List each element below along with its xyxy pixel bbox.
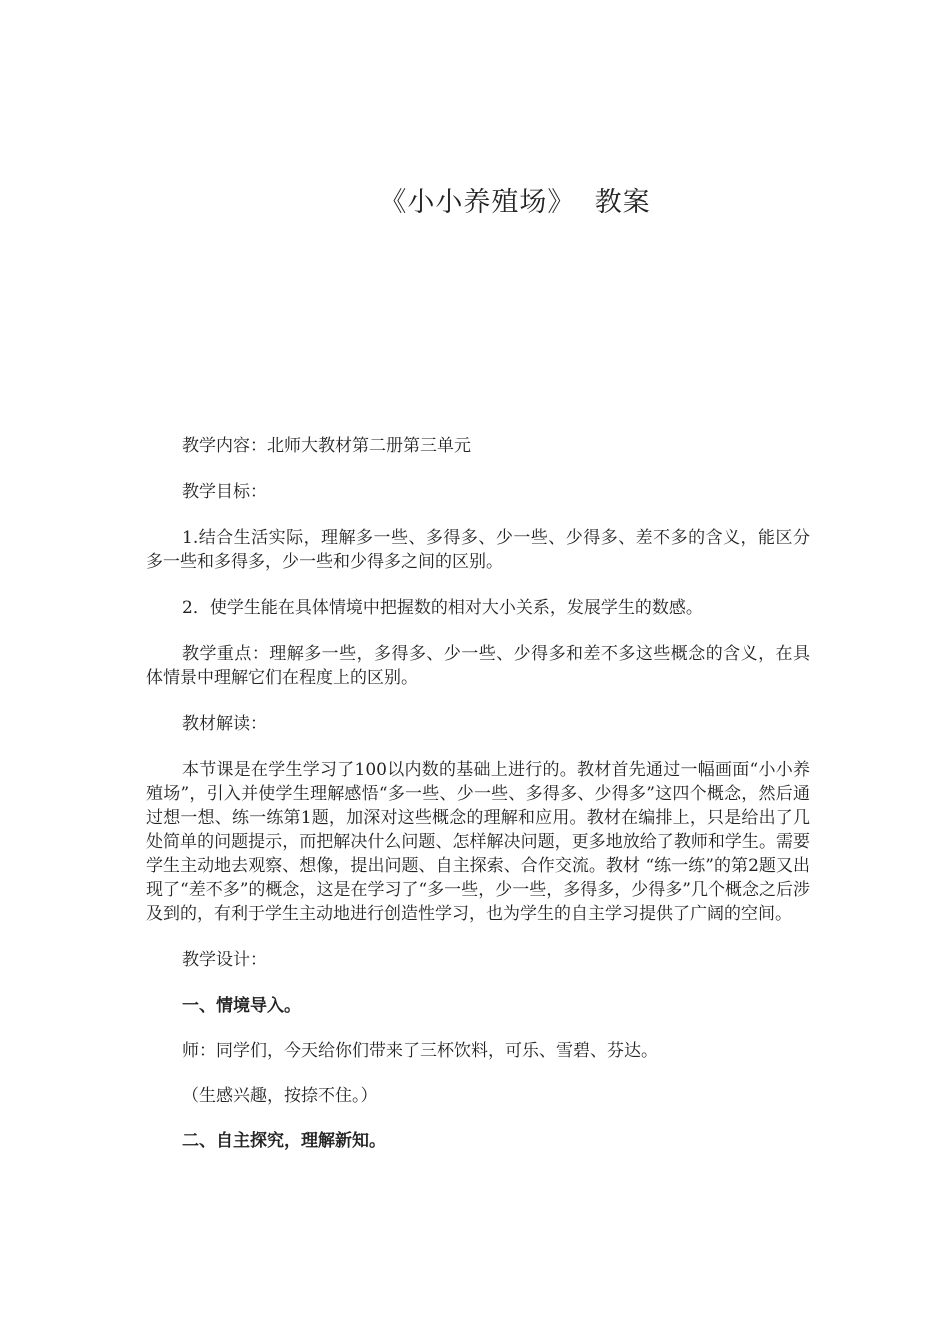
paragraph-material-reading: 本节课是在学生学习了100以内数的基础上进行的。教材首先通过一幅画面“小小养殖场”，引入并使学生理解感悟“多一些、少一些、多得多、少得多”这四个概念，然后通过想一想、练一练第1题，加深对这些概念的理解和应用。教材在编排上，只是给出了几处简单的问题提示，而把解决什么问题、怎样解决问题，更多地放给了教师和学生。需要学生主动地去观察、想像，提出问题、自主探索、合作交流。教材 “练一练”的第2题又出现了“差不多”的概念，这是在学习了“多一些，少一些，多得多，少得多”几个概念之后涉及到的，有利于学生主动地进行创造性学习，也为学生的自主学习提供了广阔的空间。 <box>146 760 810 924</box>
section-heading-1: 一、情境导入。 <box>182 996 301 1016</box>
paragraph-teaching-goals-heading: 教学目标： <box>182 482 267 502</box>
document-title: 《小小养殖场》 教案 <box>379 187 651 218</box>
paragraph-goal-1: 1.结合生活实际，理解多一些、多得多、少一些、少得多、差不多的含义，能区分多一些和多得多，少一些和少得多之间的区别。 <box>146 528 810 572</box>
paragraph-goal-2: 2．使学生能在具体情境中把握数的相对大小关系，发展学生的数感。 <box>182 598 703 618</box>
document-body <box>146 434 810 1174</box>
paragraph-material-reading-heading: 教材解读： <box>182 714 267 734</box>
paragraph-teaching-design-heading: 教学设计： <box>182 950 267 970</box>
paragraph-teacher-intro: 师：同学们，今天给你们带来了三杯饮料，可乐、雪碧、芬达。 <box>182 1041 658 1061</box>
section-heading-2: 二、自主探究，理解新知。 <box>182 1131 386 1151</box>
paragraph-student-reaction: （生感兴趣，按捺不住。） <box>182 1086 378 1106</box>
paragraph-key-points: 教学重点：理解多一些，多得多、少一些、少得多和差不多这些概念的含义，在具体情景中理解它们在程度上的区别。 <box>146 644 810 688</box>
paragraph-teaching-content: 教学内容：北师大教材第二册第三单元 <box>182 436 471 456</box>
